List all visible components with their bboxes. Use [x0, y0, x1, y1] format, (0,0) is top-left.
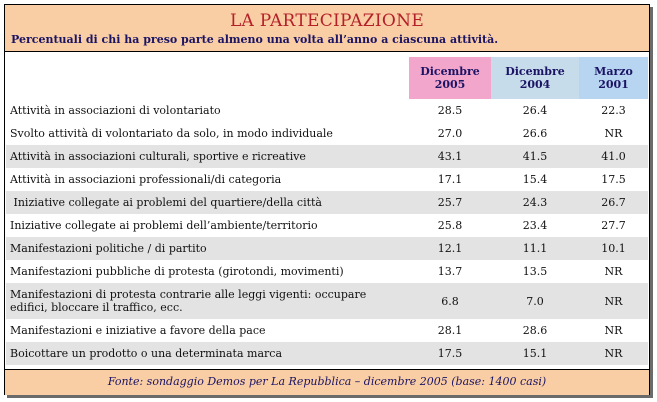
cell-2004: 28.6: [522, 324, 548, 337]
cell-2005: 27.0: [437, 127, 463, 140]
table-row: [6, 191, 648, 214]
column-header-line: Marzo: [594, 65, 633, 78]
table-row: [6, 319, 648, 342]
cell-2004: 26.4: [522, 104, 548, 117]
table-row: [6, 342, 648, 365]
cell-2005: 12.1: [409, 237, 491, 260]
cell-2004: 13.5: [522, 265, 548, 278]
table-row: [6, 122, 648, 145]
label-header: [6, 57, 409, 99]
cell-2005: 28.5: [437, 104, 463, 117]
page-title: LA PARTECIPAZIONE: [229, 11, 425, 31]
subtitle: Percentuali di chi ha preso parte almeno una volta all’anno a ciascuna attività.: [11, 33, 499, 46]
cell-2001: 27.7: [601, 219, 626, 232]
cell-2001: NR: [604, 324, 623, 337]
cell-2005: 25.8: [437, 219, 463, 232]
cell-2001: NR: [604, 265, 623, 278]
column-header-line: 2004: [519, 78, 551, 91]
row-label: Manifestazioni di protesta contrarie alle leggi vigenti: occupare edifici, bloccare il traffico, ecc.: [6, 283, 409, 319]
data-table: [6, 57, 648, 365]
cell-2001: 17.5: [601, 173, 626, 186]
table-row: [6, 237, 648, 260]
cell-2001: 22.3: [601, 104, 626, 117]
cell-2001: 26.7: [579, 191, 648, 214]
row-label: Manifestazioni politiche / di partito: [6, 237, 409, 260]
cell-2004: 15.4: [522, 173, 548, 186]
cell-2005: 43.1: [409, 145, 491, 168]
table-row: [6, 260, 648, 283]
column-header-mar-2001: [579, 57, 648, 99]
cell-2004: 23.4: [522, 219, 548, 232]
column-header-dec-2004: [491, 57, 579, 99]
column-header-line: Dicembre: [505, 65, 565, 78]
column-header-line: 2005: [434, 78, 466, 91]
cell-2005: 6.8: [409, 283, 491, 319]
cell-2005: 17.5: [409, 342, 491, 365]
cell-2004: 11.1: [491, 237, 579, 260]
row-label: Svolto attività di volontariato da solo, in modo individuale: [10, 127, 333, 140]
row-label: Iniziative collegate ai problemi del quartiere/della città: [6, 191, 409, 214]
cell-2001: 41.0: [579, 145, 648, 168]
row-label: Manifestazioni pubbliche di protesta (girotondi, movimenti): [10, 265, 344, 278]
cell-2004: 24.3: [491, 191, 579, 214]
header-band: [5, 5, 649, 52]
cell-2005: 25.7: [409, 191, 491, 214]
cell-2001: NR: [604, 127, 623, 140]
column-header-line: Dicembre: [420, 65, 480, 78]
cell-2001: NR: [579, 283, 648, 319]
row-label: Manifestazioni e iniziative a favore della pace: [10, 324, 266, 337]
column-header-dec-2005: [409, 57, 491, 99]
source-footer: Fonte: sondaggio Demos per La Repubblica – dicembre 2005 (base: 1400 casi): [5, 369, 649, 395]
row-label: Attività in associazioni di volontariato: [10, 104, 221, 117]
row-label: Attività in associazioni culturali, sportive e ricreative: [6, 145, 409, 168]
row-label: Iniziative collegate ai problemi dell’ambiente/territorio: [10, 219, 318, 232]
table-row: [6, 283, 648, 319]
cell-2004: 41.5: [491, 145, 579, 168]
cell-2001: NR: [579, 342, 648, 365]
cell-2001: 10.1: [579, 237, 648, 260]
cell-2005: 28.1: [437, 324, 463, 337]
column-header-line: 2001: [598, 78, 629, 91]
table-row: [6, 168, 648, 191]
cell-2004: 26.6: [522, 127, 548, 140]
cell-2004: 15.1: [491, 342, 579, 365]
table-card: [4, 4, 650, 395]
table-row: [6, 145, 648, 168]
cell-2005: 17.1: [437, 173, 463, 186]
table-row: [6, 99, 648, 122]
table-row: [6, 214, 648, 237]
row-label: Boicottare un prodotto o una determinata marca: [6, 342, 409, 365]
cell-2005: 13.7: [437, 265, 463, 278]
row-label: Attività in associazioni professionali/di categoria: [10, 173, 282, 186]
cell-2004: 7.0: [491, 283, 579, 319]
